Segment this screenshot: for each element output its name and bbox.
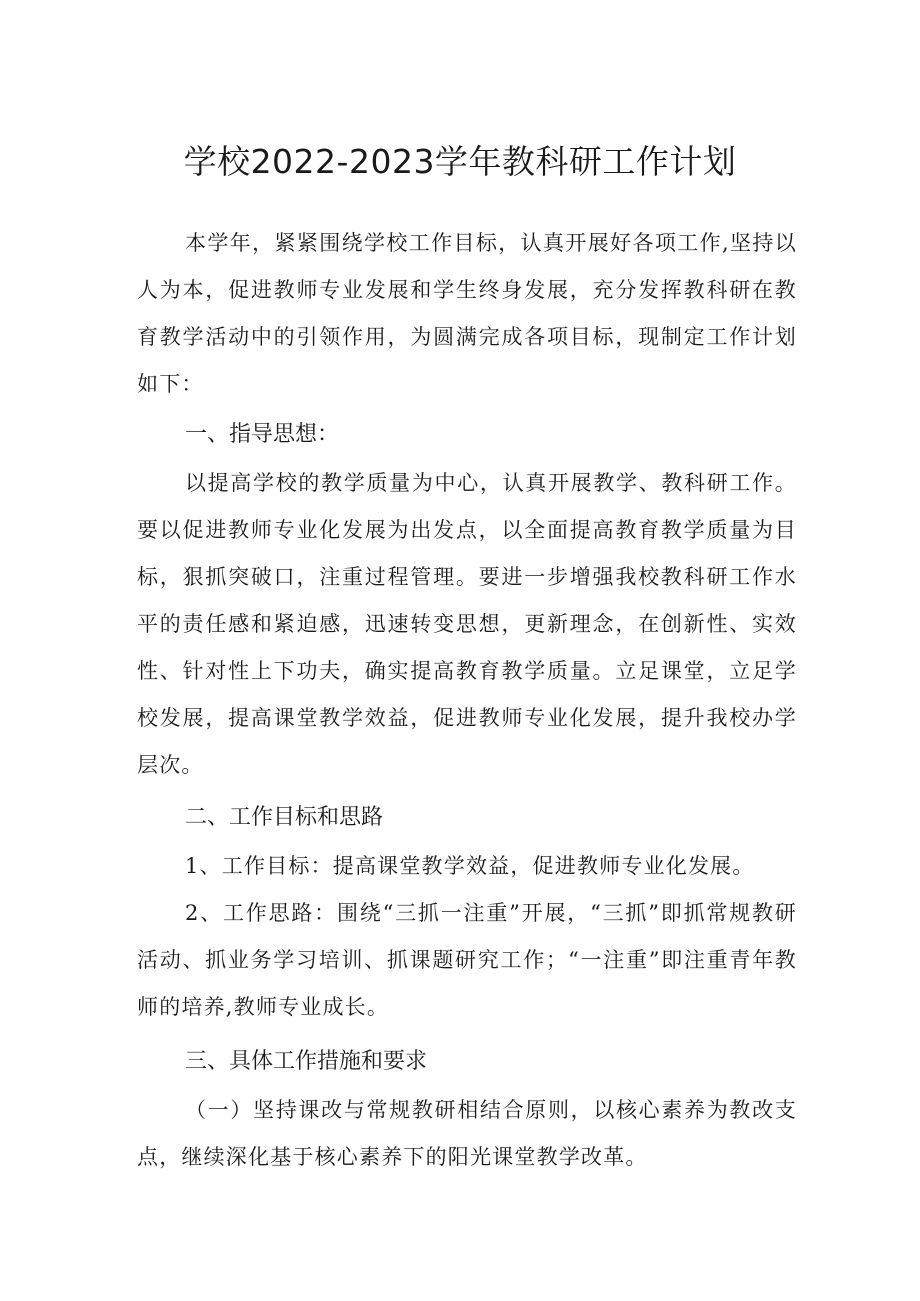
section-heading-specific-measures: 三、具体工作措施和要求 — [185, 1049, 428, 1074]
work-approach-paragraph: 2、工作思路：围绕“三抓一注重”开展，“三抓”即抓常规教研活动、抓业务学习培训、抓课题研究工作；“一注重”即注重青年教师的培养,教师专业成长。 — [137, 901, 797, 1019]
measure-item-1-paragraph: （一）坚持课改与常规教研相结合原则，以核心素养为教改支点，继续深化基于核心素养下的阳光课堂教学改革。 — [137, 1098, 797, 1169]
document-title: 学校2022-2023学年教科研工作计划 — [183, 142, 737, 181]
work-goal-paragraph: 1、工作目标：提高课堂教学效益，促进教师专业化发展。 — [185, 854, 755, 878]
section-heading-goals-and-approach: 二、工作目标和思路 — [185, 805, 384, 830]
guiding-ideology-paragraph: 以提高学校的教学质量为中心，认真开展教学、教科研工作。要以促进教师专业化发展为出发点，以全面提高教育教学质量为目标，狠抓突破口，注重过程管理。要进一步增强我校教科研工作水平的责任感和紧迫感，迅速转变思想，更新理念，在创新性、实效性、针对性上下功夫，确实提高教育教学质量。立足课堂，立足学校发展，提高课堂教学效益，促进教师专业化发展，提升我校办学层次。 — [137, 471, 797, 777]
intro-paragraph: 本学年，紧紧围绕学校工作目标，认真开展好各项工作,坚持以人为本，促进教师专业发展和学生终身发展，充分发挥教科研在教育教学活动中的引领作用，为圆满完成各项目标，现制定工作计划如下： — [137, 231, 797, 396]
section-heading-guiding-ideology: 一、指导思想： — [185, 422, 340, 447]
document-body — [137, 220, 797, 1181]
